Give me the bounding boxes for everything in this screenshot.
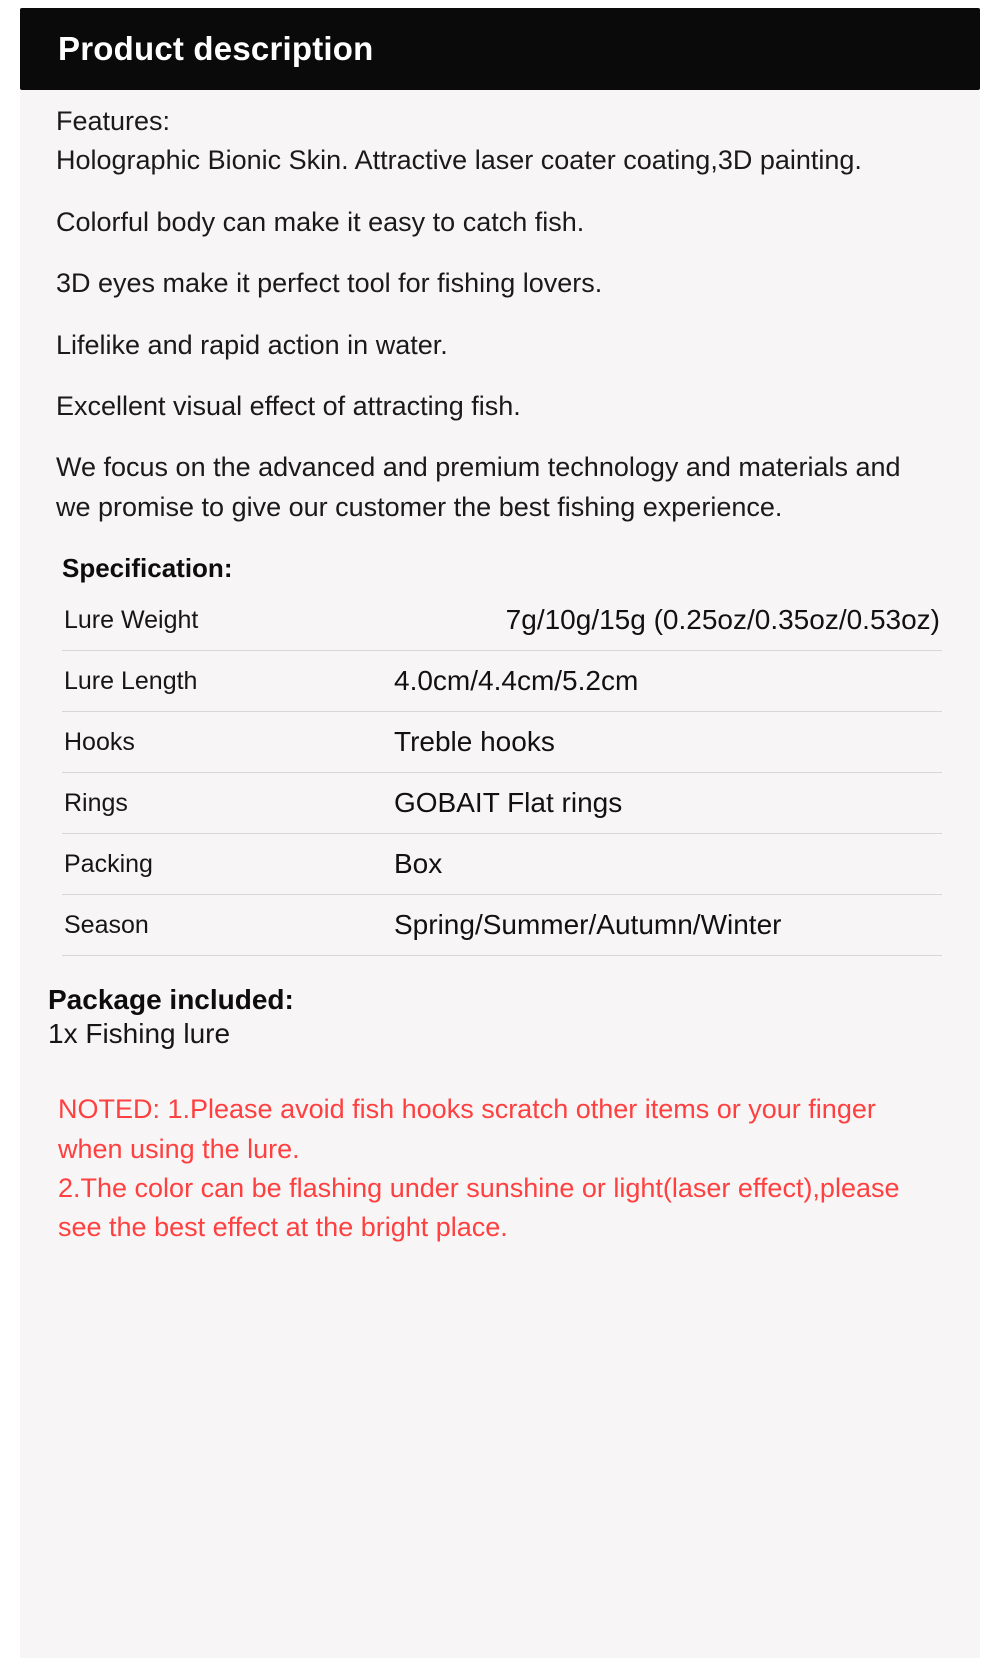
specification-title: Specification: (62, 553, 233, 584)
feature-paragraph: Holographic Bionic Skin. Attractive laser coater coating,3D painting. (56, 145, 862, 176)
spec-value: GOBAIT Flat rings (394, 773, 942, 834)
noted-line: 2.The color can be flashing under sunshine or light(laser effect),please see the best effect at the bright place. (58, 1173, 900, 1243)
feature-paragraph: We focus on the advanced and premium technology and materials and we promise to give our customer the best fishing experience. (56, 452, 901, 522)
spec-value: 4.0cm/4.4cm/5.2cm (394, 651, 942, 712)
package-title: Package included: (48, 984, 294, 1016)
feature-paragraph: 3D eyes make it perfect tool for fishing lovers. (56, 268, 603, 299)
table-row (62, 834, 942, 895)
description-sheet (20, 8, 980, 1658)
table-row (62, 773, 942, 834)
table-row (62, 590, 942, 651)
spec-value: Treble hooks (394, 712, 942, 773)
spec-key: Season (62, 895, 394, 956)
feature-paragraph: Colorful body can make it easy to catch fish. (56, 206, 585, 237)
features-block (20, 90, 980, 527)
spec-key: Lure Weight (62, 590, 394, 651)
table-row (62, 895, 942, 956)
description-body (20, 90, 980, 1248)
spec-value: Box (394, 834, 942, 895)
noted-block (58, 1090, 938, 1248)
feature-paragraph: Excellent visual effect of attracting fish. (56, 391, 521, 422)
feature-paragraph: Lifelike and rapid action in water. (56, 329, 448, 360)
spec-key: Packing (62, 834, 394, 895)
specification-table (62, 590, 942, 956)
package-item: 1x Fishing lure (48, 1018, 231, 1050)
noted-line: NOTED: 1.Please avoid fish hooks scratch other items or your finger when using the lure. (58, 1094, 876, 1164)
features-label: Features: (56, 106, 171, 136)
table-row (62, 651, 942, 712)
spec-value: 7g/10g/15g (0.25oz/0.35oz/0.53oz) (394, 590, 942, 651)
table-row (62, 712, 942, 773)
spec-key: Hooks (62, 712, 394, 773)
spec-key: Rings (62, 773, 394, 834)
page-title: Product description (58, 30, 374, 67)
spec-value: Spring/Summer/Autumn/Winter (394, 895, 942, 956)
section-header (20, 8, 980, 90)
spec-key: Lure Length (62, 651, 394, 712)
